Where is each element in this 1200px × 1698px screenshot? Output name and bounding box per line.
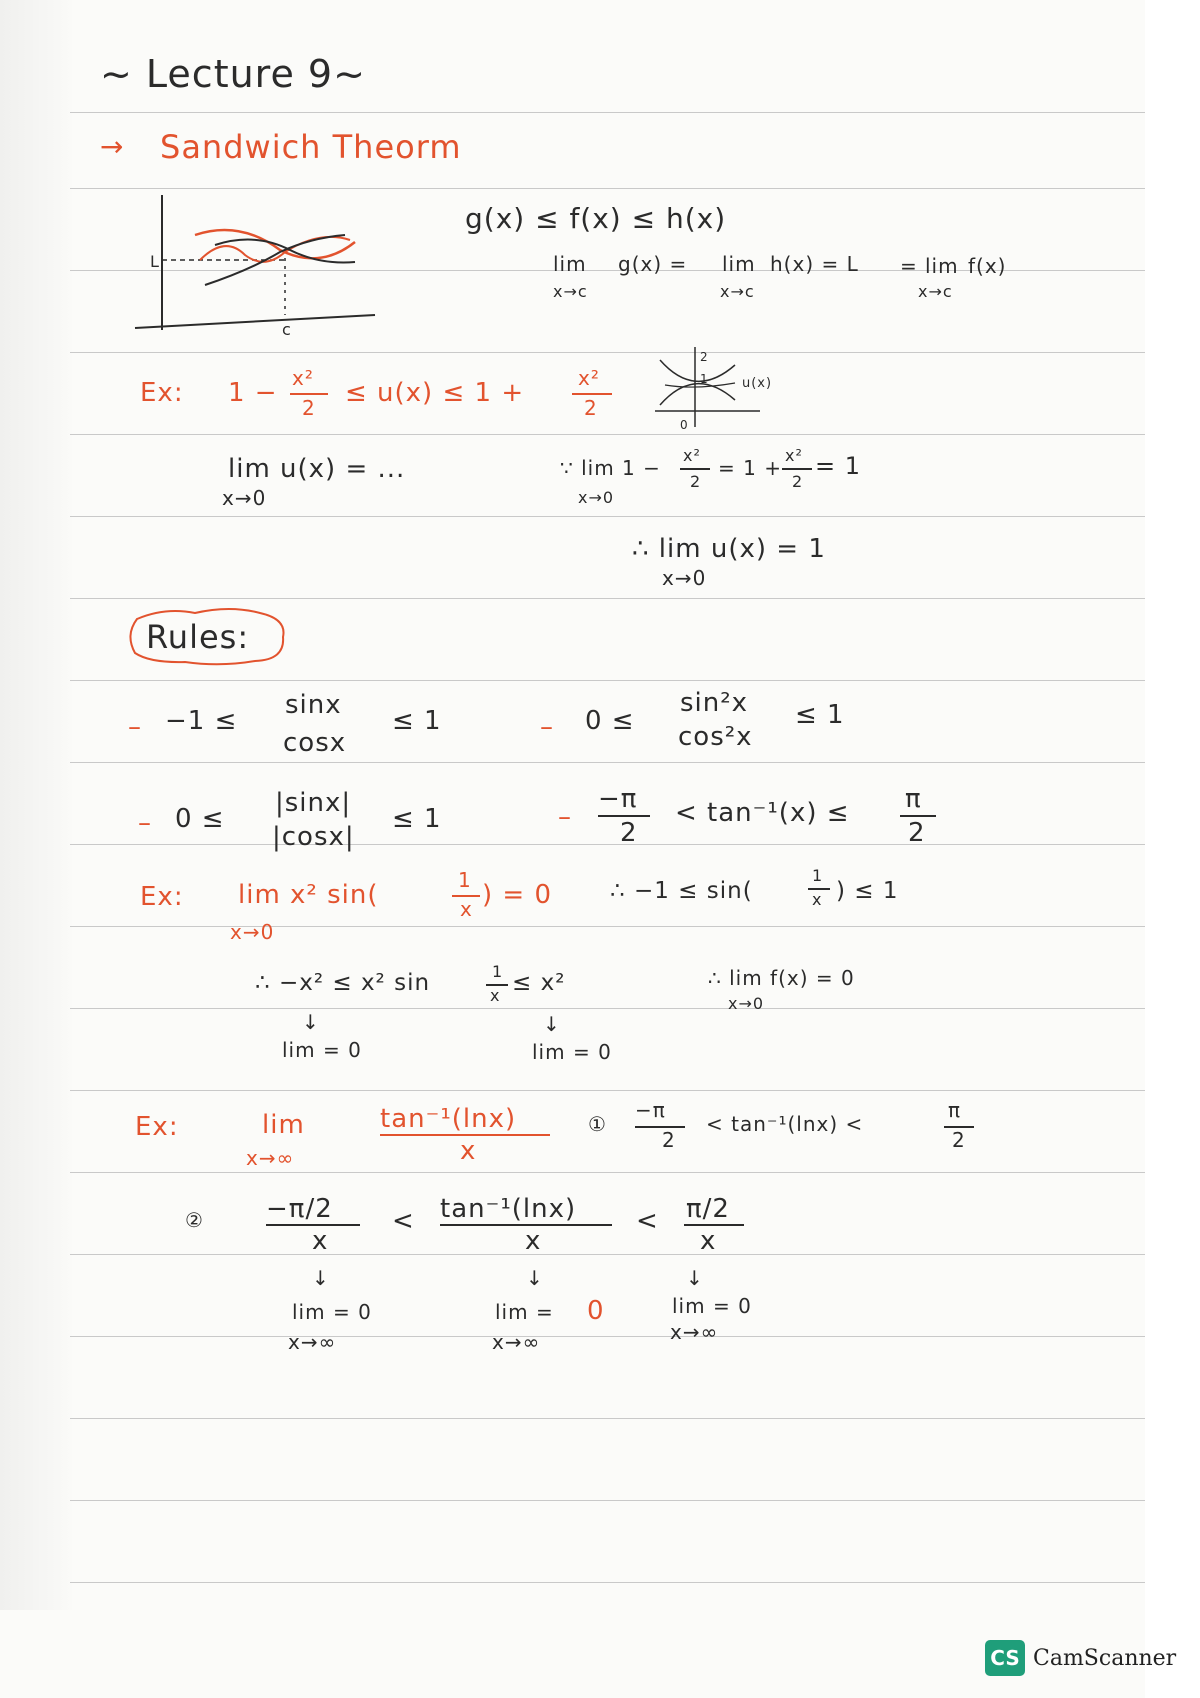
- u-graph-1: 1: [700, 372, 709, 386]
- ex3-step1-b: < tan⁻¹(lnx) <: [706, 1112, 864, 1136]
- ex2-result: ∴ lim f(x) = 0: [708, 966, 855, 990]
- ex2-line2-x: x: [490, 986, 501, 1005]
- lim-word: lim: [925, 254, 959, 278]
- lim-subscript: x→c: [553, 282, 588, 301]
- down-arrow-icon: ↓: [686, 1266, 704, 1290]
- rule4-pi: −π: [598, 784, 638, 814]
- ex1-question-sub: x→0: [222, 486, 267, 510]
- ruled-line: [70, 1582, 1145, 1583]
- ex2-aside-one: 1: [812, 866, 824, 885]
- rule2-left: 0 ≤: [585, 706, 635, 736]
- rule1-right: ≤ 1: [392, 706, 442, 736]
- ex1-because: ∵ lim 1 −: [560, 456, 661, 480]
- ex3-f1-num: −π/2: [266, 1194, 333, 1224]
- rule4-pi2: π: [905, 784, 922, 814]
- fraction-bar: [598, 815, 650, 817]
- ex2-line2b: ≤ x²: [512, 970, 566, 996]
- down-arrow-icon: ↓: [543, 1012, 561, 1036]
- ex3-step1-two2: 2: [952, 1128, 966, 1152]
- camscanner-watermark: [985, 1640, 1176, 1676]
- ex3-lim: lim: [262, 1110, 305, 1140]
- example-label: Ex:: [140, 378, 184, 408]
- lim-subscript: x→c: [918, 282, 953, 301]
- ruled-line: [70, 1172, 1145, 1173]
- ex1-den: 2: [302, 396, 316, 420]
- down-arrow-icon: ↓: [526, 1266, 544, 1290]
- ex1-mid: ≤ u(x) ≤ 1 +: [345, 378, 525, 408]
- lim-subscript: x→c: [720, 282, 755, 301]
- rule4-two: 2: [620, 818, 638, 848]
- rule4-two2: 2: [908, 818, 926, 848]
- ex3-step1-two: 2: [662, 1128, 676, 1152]
- lim-word: lim: [553, 252, 587, 276]
- ex1-x2: x²: [578, 366, 600, 390]
- ex1-x2-small: x²: [785, 446, 803, 465]
- lim-f: f(x): [968, 254, 1007, 278]
- ruled-line: [70, 680, 1145, 681]
- ruled-line: [70, 1090, 1145, 1091]
- fraction-bar: [782, 468, 812, 470]
- ex3-sub-a: x→∞: [288, 1330, 337, 1354]
- rule2-den: cos²x: [678, 722, 753, 752]
- graph-label-L: L: [150, 252, 160, 271]
- ex2-x: x: [460, 897, 473, 921]
- ruled-line: [70, 844, 1145, 845]
- rule4-mid: < tan⁻¹(x) ≤: [675, 798, 850, 828]
- sandwich-graph: [130, 190, 380, 340]
- fraction-bar: [900, 815, 936, 817]
- ex1-eq-end: = 1: [815, 452, 862, 480]
- ex1-x2: x²: [292, 366, 314, 390]
- rule3-den: |cosx|: [272, 822, 355, 852]
- ex2-lim-right: lim = 0: [532, 1040, 612, 1064]
- section-heading: Sandwich Theorm: [160, 128, 462, 166]
- ex1-left: 1 −: [228, 378, 278, 408]
- lim-g: g(x) =: [618, 252, 688, 276]
- ex1-den-small: 2: [792, 472, 804, 491]
- ex3-f2-den: x: [525, 1226, 542, 1256]
- ruled-line: [70, 762, 1145, 763]
- ex2-expr: lim x² sin(: [238, 880, 379, 910]
- ruled-line: [70, 1254, 1145, 1255]
- ex3-zero-red: 0: [587, 1296, 605, 1326]
- ex2-close: ) = 0: [482, 880, 552, 910]
- rule2-right: ≤ 1: [795, 700, 845, 730]
- u-graph-2: 2: [700, 350, 709, 364]
- arrow-icon: →: [100, 130, 125, 163]
- ex2-result-sub: x→0: [728, 994, 765, 1013]
- ex3-sub-c: x→∞: [670, 1320, 719, 1344]
- ex2-sub: x→0: [230, 920, 275, 944]
- ex3-f3-num: π/2: [686, 1194, 730, 1224]
- ruled-line: [70, 1336, 1145, 1337]
- ruled-line: [70, 516, 1145, 517]
- ex3-lt: <: [636, 1206, 659, 1236]
- step-one-marker: ①: [588, 1112, 607, 1136]
- ex2-line2a: ∴ −x² ≤ x² sin: [255, 970, 431, 996]
- ruled-line: [70, 598, 1145, 599]
- camscanner-text: CamScanner: [1033, 1645, 1177, 1671]
- ex1-x2-small: x²: [683, 446, 701, 465]
- ex1-eq-mid: = 1 +: [718, 456, 782, 480]
- ex1-question: lim u(x) = ...: [228, 454, 406, 484]
- ruled-line: [70, 1500, 1145, 1501]
- ruled-line: [70, 188, 1145, 189]
- rule1-num: sinx: [285, 690, 342, 720]
- ex3-f2-num: tan⁻¹(lnx): [440, 1194, 577, 1224]
- fraction-bar: [290, 393, 328, 395]
- lim-word: lim: [722, 252, 756, 276]
- ex1-answer: ∴ lim u(x) = 1: [632, 534, 826, 564]
- u-graph-label: u(x): [742, 376, 773, 391]
- ex3-sub-b: x→∞: [492, 1330, 541, 1354]
- ex1-because-sub: x→0: [578, 488, 615, 507]
- ruled-line: [70, 112, 1145, 113]
- rule2-num: sin²x: [680, 688, 749, 718]
- down-arrow-icon: ↓: [312, 1266, 330, 1290]
- equals-sign: =: [900, 254, 918, 278]
- ex1-answer-sub: x→0: [662, 566, 707, 590]
- ruled-line: [70, 434, 1145, 435]
- ex3-num: tan⁻¹(lnx): [380, 1104, 517, 1134]
- fraction-bar: [635, 1126, 685, 1128]
- bullet-dash: –: [138, 808, 152, 838]
- u-graph-0: 0: [680, 418, 689, 432]
- ex3-lim-a: lim = 0: [292, 1300, 372, 1324]
- ex3-lt: <: [392, 1206, 415, 1236]
- ex2-line2-one: 1: [492, 962, 504, 981]
- ruled-line: [70, 1008, 1145, 1009]
- ex2-aside: ∴ −1 ≤ sin(: [610, 878, 753, 904]
- page-edge-shadow: [0, 0, 72, 1610]
- step-two-marker: ②: [185, 1208, 204, 1232]
- ex3-step1-a: −π: [635, 1098, 666, 1122]
- ex3-lim-c: lim = 0: [672, 1294, 752, 1318]
- fraction-bar: [572, 393, 612, 395]
- ex2-aside-close: ) ≤ 1: [836, 878, 899, 904]
- camscanner-logo: CS: [985, 1640, 1025, 1676]
- ex3-sub: x→∞: [246, 1146, 295, 1170]
- ex2-one: 1: [458, 868, 472, 892]
- theorem-inequality: g(x) ≤ f(x) ≤ h(x): [465, 202, 727, 235]
- ex3-lim-b: lim =: [495, 1300, 554, 1324]
- bullet-dash: –: [540, 712, 554, 742]
- ex2-aside-x: x: [812, 890, 823, 909]
- example-label: Ex:: [140, 882, 184, 912]
- rule1-den: cosx: [283, 728, 347, 758]
- ex1-den-small: 2: [690, 472, 702, 491]
- ex1-den: 2: [584, 396, 598, 420]
- page-title: ~ Lecture 9~: [100, 52, 366, 96]
- ex3-den: x: [460, 1136, 477, 1166]
- bullet-dash: –: [558, 802, 572, 832]
- bullet-dash: –: [128, 712, 142, 742]
- ex3-step1-c: π: [948, 1098, 962, 1122]
- ex3-f3-den: x: [700, 1226, 717, 1256]
- graph-label-c: c: [282, 320, 292, 339]
- lim-h: h(x) = L: [770, 252, 859, 276]
- rules-heading: Rules:: [146, 618, 250, 656]
- ruled-line: [70, 1418, 1145, 1419]
- fraction-bar: [680, 468, 710, 470]
- rule3-right: ≤ 1: [392, 804, 442, 834]
- ex2-lim-left: lim = 0: [282, 1038, 362, 1062]
- ex3-f1-den: x: [312, 1226, 329, 1256]
- example-label: Ex:: [135, 1112, 179, 1142]
- down-arrow-icon: ↓: [302, 1010, 320, 1034]
- rule1-left: −1 ≤: [165, 706, 238, 736]
- rule3-left: 0 ≤: [175, 804, 225, 834]
- ruled-line: [70, 352, 1145, 353]
- rule3-num: |sinx|: [275, 788, 352, 818]
